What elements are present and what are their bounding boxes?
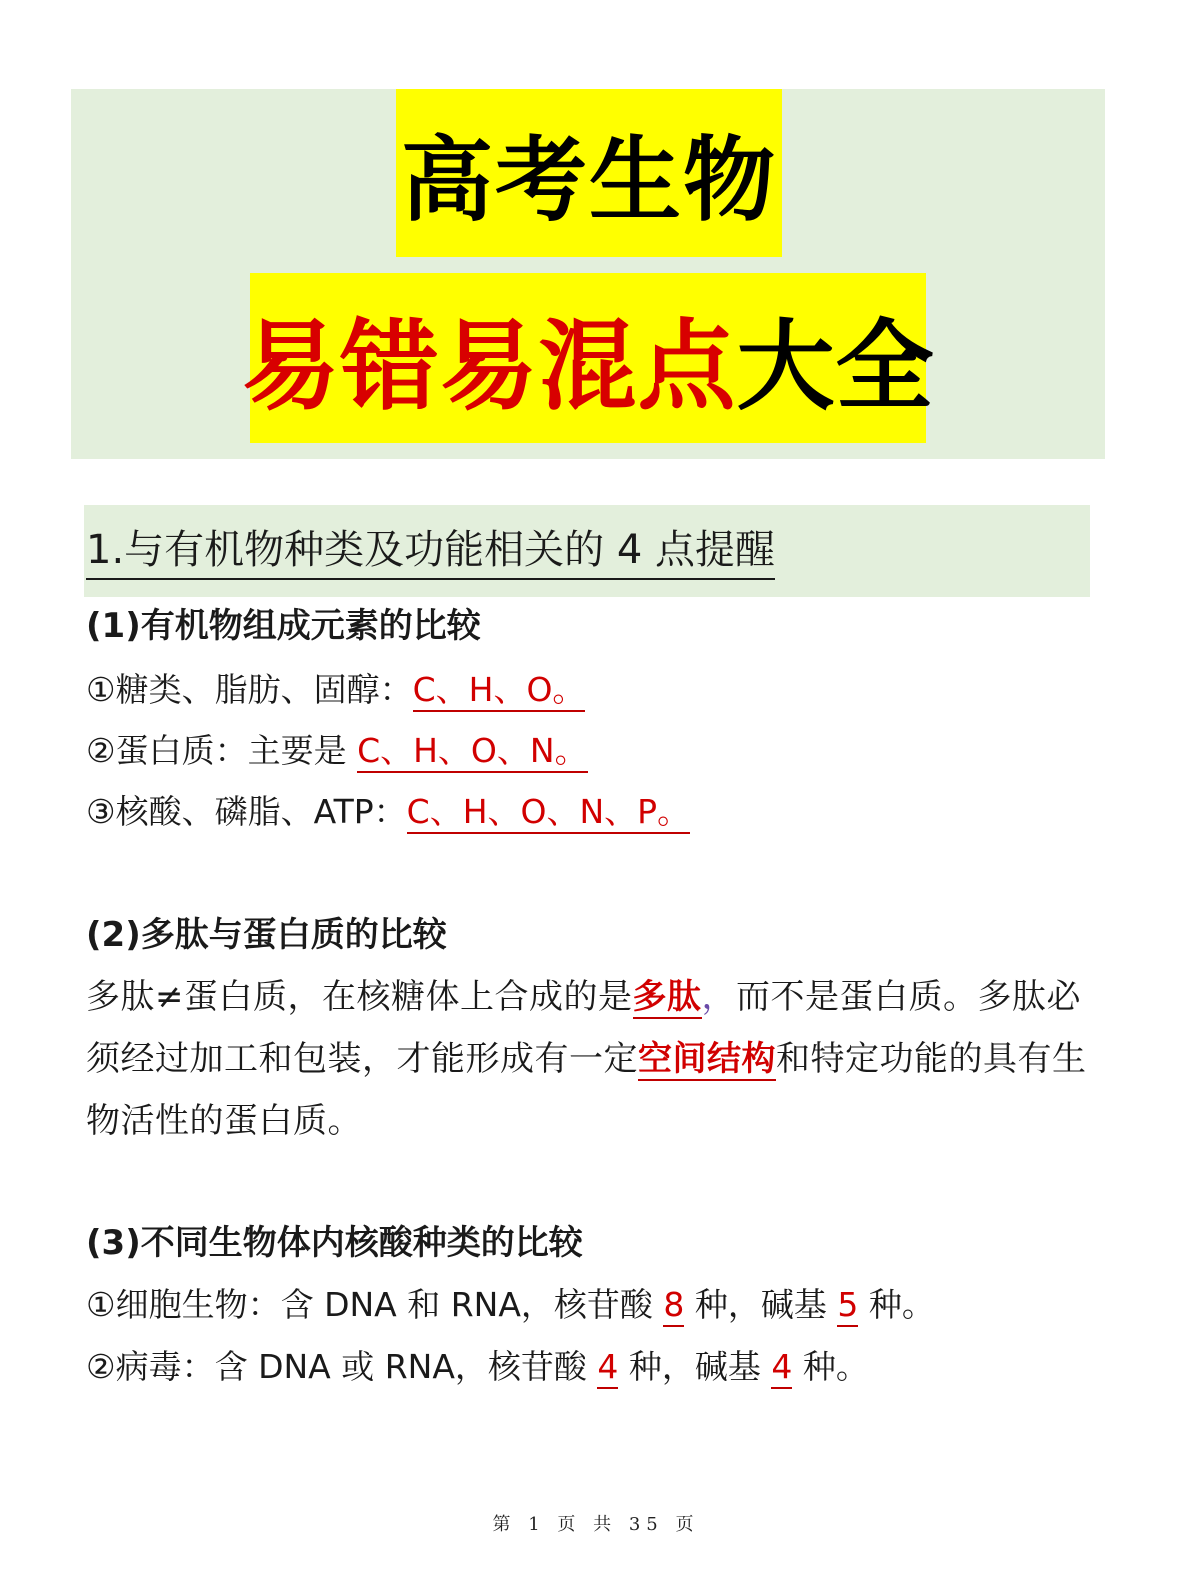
part3-item1-nucleotide-count: 8 [663, 1285, 684, 1327]
page-number: 第 1 页 共 35 页 [492, 1514, 700, 1535]
page-title-line1: 高考生物 [396, 89, 782, 257]
part2-text-a: 多肽≠蛋白质，在核糖体上合成的是 [86, 977, 633, 1017]
part1-item2-answer: C、H、O、N。 [357, 731, 588, 773]
part1-item1 [86, 667, 585, 713]
part3-item2-post: 种。 [792, 1347, 869, 1386]
part1-item3 [86, 789, 690, 835]
part3-item2-pre: ②病毒：含 DNA 或 RNA，核苷酸 [86, 1347, 598, 1386]
title-suffix-black: 大全 [736, 309, 935, 424]
part2-comma: ， [701, 977, 736, 1017]
part3-item2-mid: 种，碱基 [618, 1347, 772, 1386]
part3-heading: (3)不同生物体内核酸种类的比较 [86, 1223, 583, 1263]
part1-heading: (1)有机物组成元素的比较 [86, 606, 481, 646]
part1-item2 [86, 728, 588, 774]
part3-item2-nucleotide-count: 4 [597, 1347, 618, 1389]
part2-highlight-polypeptide: 多肽 [632, 977, 702, 1017]
page-title-line2 [241, 273, 935, 443]
part2-text-b: 而不是蛋白质。多肽必须经过加工和包装，才能形成有一定 [86, 977, 1081, 1079]
part3-item1-post: 种。 [858, 1285, 935, 1324]
part2-heading: (2)多肽与蛋白质的比较 [86, 915, 447, 955]
part3-item1-base-count: 5 [837, 1285, 858, 1327]
section-heading: 1.与有机物种类及功能相关的 4 点提醒 [86, 522, 775, 580]
part2-paragraph [86, 966, 1096, 1152]
part1-item2-label: ②蛋白质：主要是 [86, 731, 358, 770]
part3-item1-pre: ①细胞生物：含 DNA 和 RNA，核苷酸 [86, 1285, 664, 1324]
title-highlight-red: 易错易混点 [241, 309, 737, 424]
part3-item1-mid: 种，碱基 [684, 1285, 838, 1324]
part1-item1-label: ①糖类、脂肪、固醇： [86, 670, 413, 709]
part3-item2-base-count: 4 [771, 1347, 792, 1389]
part2-highlight-spatial-structure: 空间结构 [638, 1039, 776, 1079]
part1-item3-answer: C、H、O、N、P。 [407, 792, 690, 834]
part1-item1-answer: C、H、O。 [413, 670, 586, 712]
part3-item2 [86, 1344, 869, 1390]
part2-text-c: 和特定功能的具有生物活性的蛋白质。 [86, 1039, 1087, 1141]
part3-item1 [86, 1282, 935, 1328]
part1-item3-label: ③核酸、磷脂、ATP： [86, 792, 407, 831]
